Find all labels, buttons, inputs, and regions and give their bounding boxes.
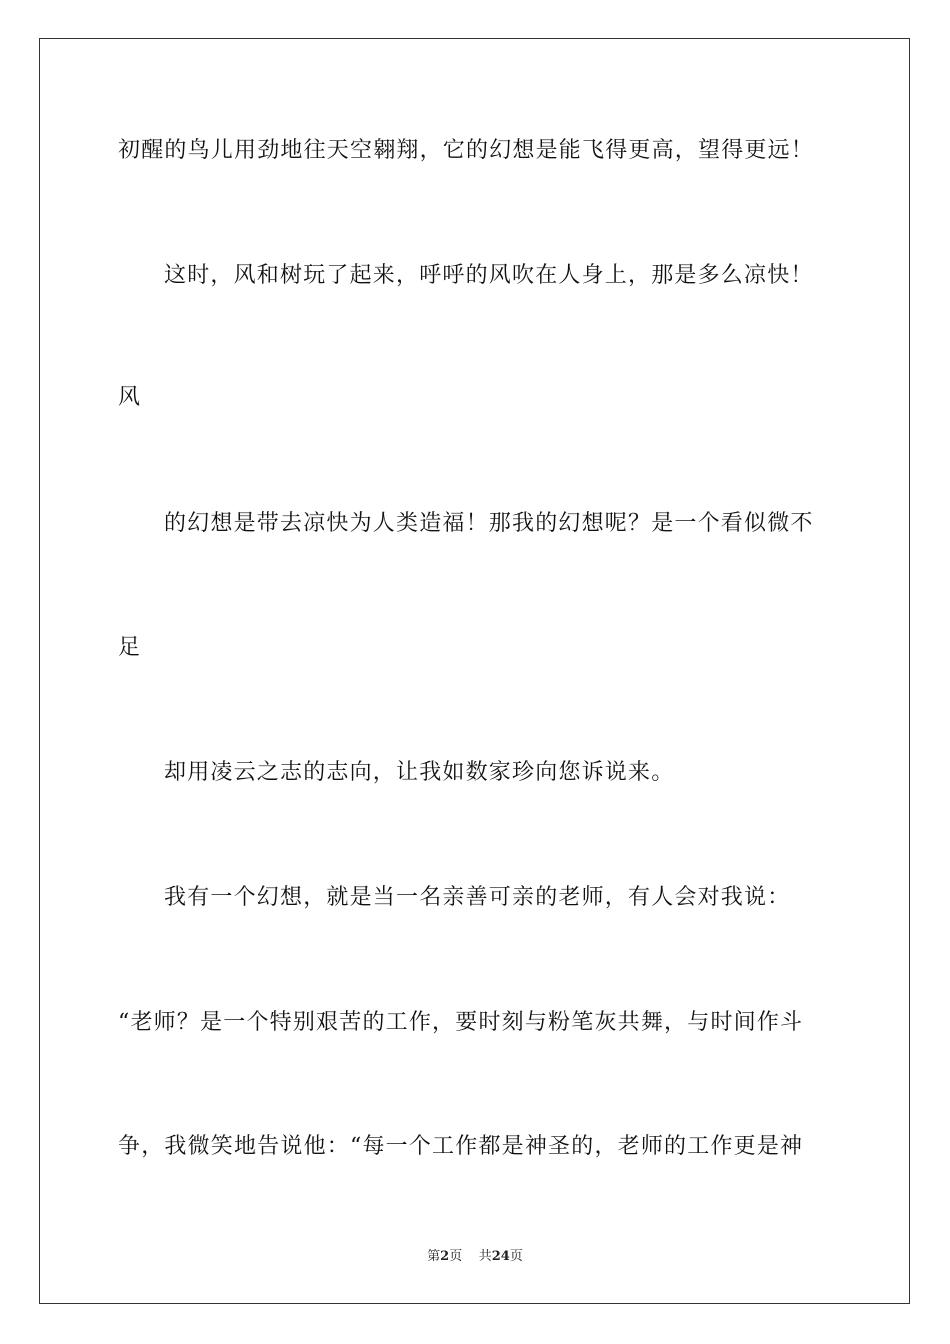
footer-prefix: 第 xyxy=(427,1249,441,1264)
paragraph-line-4: 的幻想是带去凉快为人类造福！那我的幻想呢？是一个看似微不 xyxy=(164,511,814,536)
paragraph-line-7: 我有一个幻想，就是当一名亲善可亲的老师，有人会对我说： xyxy=(164,885,791,910)
footer-page-suffix: 页 xyxy=(449,1249,463,1264)
footer-total-suffix: 页 xyxy=(509,1249,523,1264)
paragraph-line-3: 风 xyxy=(118,385,142,410)
footer-page-number: 2 xyxy=(440,1249,450,1264)
paragraph-line-8: “老师？是一个特别艰苦的工作，要时刻与粉笔灰共舞，与时间作斗 xyxy=(118,1010,804,1035)
footer-total-prefix: 共 xyxy=(478,1249,492,1264)
paragraph-line-1: 初醒的鸟儿用劲地往天空翱翔，它的幻想是能飞得更高，望得更远！ xyxy=(118,138,815,163)
paragraph-line-2: 这时，风和树玩了起来，呼呼的风吹在人身上，那是多么凉快！ xyxy=(164,263,814,288)
paragraph-line-9: 争，我微笑地告说他：“每一个工作都是神圣的，老师的工作更是神 xyxy=(118,1134,804,1159)
page-frame xyxy=(39,38,910,1304)
paragraph-line-5: 足 xyxy=(118,635,142,660)
page-footer xyxy=(0,1248,950,1266)
footer-total-pages: 24 xyxy=(491,1249,510,1264)
paragraph-line-6: 却用凌云之志的志向，让我如数家珍向您诉说来。 xyxy=(164,760,675,785)
